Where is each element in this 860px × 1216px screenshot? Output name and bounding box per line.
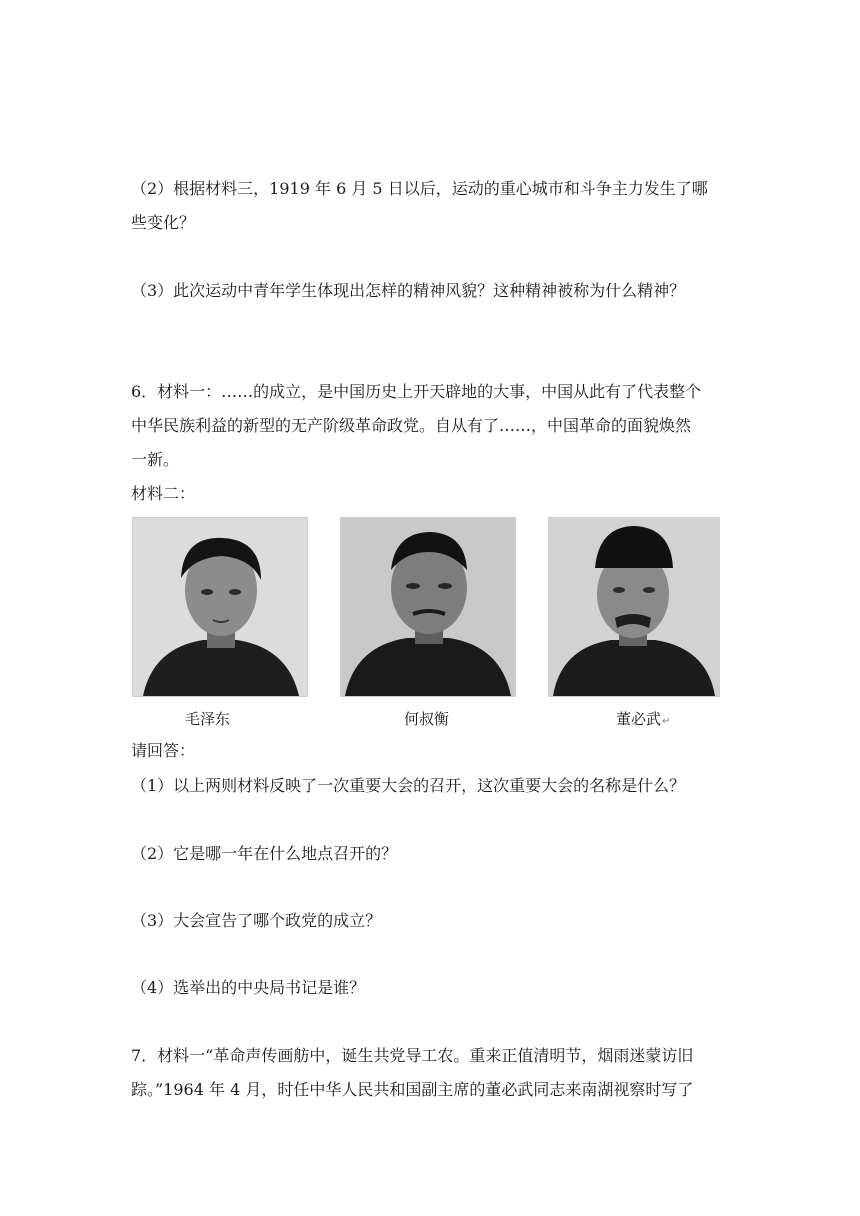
caption-photo-3: 董必武 <box>616 710 662 728</box>
q5-sub2-line2: 些变化？ <box>131 213 196 232</box>
q6-question-3: （3）大会宣告了哪个政党的成立？ <box>131 911 382 930</box>
q7-line2: 踪。”1964 年 4 月，时任中华人民共和国副主席的董必武同志来南湖视察时写了 <box>131 1080 694 1099</box>
q6-material1-line2: 中华民族利益的新型的无产阶级革命政党。自从有了……，中国革命的面貌焕然 <box>131 416 692 435</box>
q6-question-1: （1）以上两则材料反映了一次重要大会的召开，这次重要大会的名称是什么？ <box>131 776 686 795</box>
portrait-photo-1 <box>132 517 308 697</box>
q7-line1: 7．材料一“革命声传画舫中，诞生共党导工农。重来正值清明节，烟雨迷蒙访旧 <box>131 1046 694 1065</box>
caption-photo-2: 何叔衡 <box>404 710 450 728</box>
caption-photo-1: 毛泽东 <box>185 710 231 728</box>
paragraph-mark-icon: ↵ <box>662 716 671 727</box>
portrait-photo-3 <box>548 517 720 697</box>
portrait-photo-2 <box>340 517 516 697</box>
q6-prompt: 请回答： <box>131 741 196 760</box>
q5-sub2-line1: （2）根据材料三，1919 年 6 月 5 日以后，运动的重心城市和斗争主力发生了哪 <box>131 179 708 198</box>
q5-sub3: （3）此次运动中青年学生体现出怎样的精神风貌？这种精神被称为什么精神？ <box>131 281 686 300</box>
q6-material1-line3: 一新。 <box>131 450 180 469</box>
q6-material2-label: 材料二： <box>131 484 196 503</box>
q6-material1-line1: 6．材料一：……的成立，是中国历史上开天辟地的大事，中国从此有了代表整个 <box>131 382 702 401</box>
q6-question-2: （2）它是哪一年在什么地点召开的？ <box>131 844 398 863</box>
q6-question-4: （4）选举出的中央局书记是谁？ <box>131 978 366 997</box>
